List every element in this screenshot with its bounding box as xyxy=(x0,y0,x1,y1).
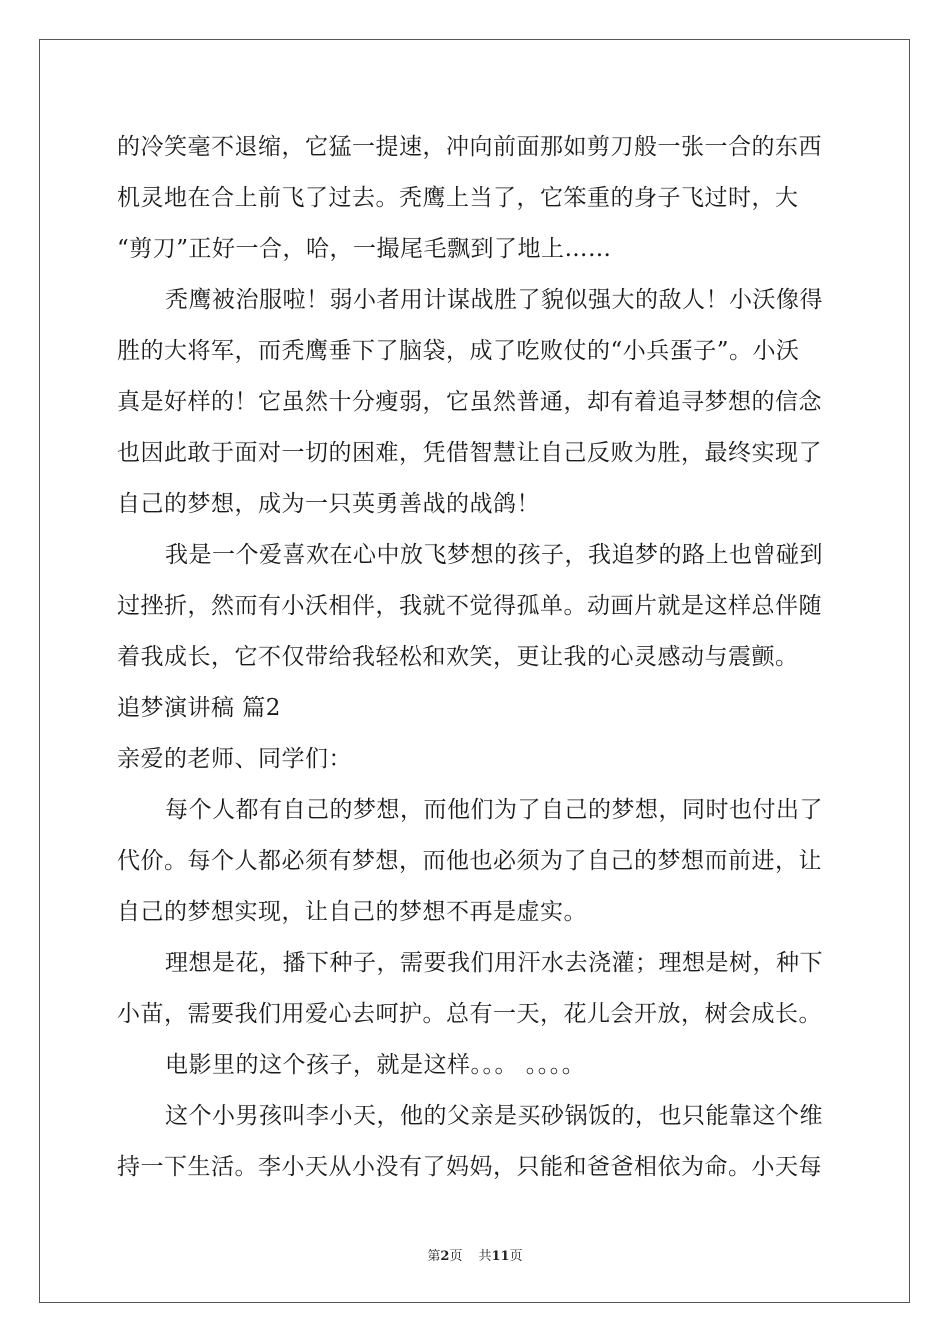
section-heading: 追梦演讲稿 篇2 xyxy=(117,695,281,721)
text-line-15: 代价。每个人都必须有梦想，而他也必须为了自己的梦想而前进，让 xyxy=(117,848,822,874)
text-line-21: 持一下生活。李小天从小没有了妈妈，只能和爸爸相依为命。小天每 xyxy=(117,1154,822,1180)
salutation: 亲爱的老师、同学们： xyxy=(117,746,352,772)
text-line-14: 每个人都有自己的梦想，而他们为了自己的梦想，同时也付出了 xyxy=(165,797,823,823)
page-prefix: 第 xyxy=(427,1249,441,1264)
total-prefix: 共 xyxy=(478,1249,492,1264)
text-line-5: 胜的大将军，而秃鹰垂下了脑袋，成了吃败仗的“小兵蛋子”。小沃 xyxy=(117,338,800,364)
text-line-3: “剪刀”正好一合，哈，一撮尾毛飘到了地上…… xyxy=(117,236,612,262)
page-suffix: 页 xyxy=(449,1249,463,1264)
text-line-18: 小苗，需要我们用爱心去呵护。总有一天，花儿会开放，树会成长。 xyxy=(117,1001,822,1027)
text-line-10: 过挫折，然而有小沃相伴，我就不觉得孤单。动画片就是这样总伴随 xyxy=(117,593,822,619)
text-line-17: 理想是花，播下种子，需要我们用汗水去浇灌；理想是树，种下 xyxy=(165,950,823,976)
text-line-2: 机灵地在合上前飞了过去。秃鹰上当了，它笨重的身子飞过时，大 xyxy=(117,185,799,211)
text-line-16: 自己的梦想实现，让自己的梦想不再是虚实。 xyxy=(117,899,587,925)
text-line-6: 真是好样的！它虽然十分瘦弱，它虽然普通，却有着追寻梦想的信念 xyxy=(117,389,822,415)
text-line-8: 自己的梦想，成为一只英勇善战的战鸽！ xyxy=(117,491,540,517)
text-line-7: 也因此敢于面对一切的困难，凭借智慧让自己反败为胜，最终实现了 xyxy=(117,440,822,466)
total-suffix: 页 xyxy=(509,1249,523,1264)
text-line-9: 我是一个爱喜欢在心中放飞梦想的孩子，我追梦的路上也曾碰到 xyxy=(165,542,823,568)
text-line-4: 秃鹰被治服啦！弱小者用计谋战胜了貌似强大的敌人！小沃像得 xyxy=(165,287,823,313)
page-number: 2 xyxy=(440,1249,450,1264)
text-line-11: 着我成长，它不仅带给我轻松和欢笑，更让我的心灵感动与震颤。 xyxy=(117,644,799,670)
text-line-19: 电影里的这个孩子，就是这样。。。 。。。。 xyxy=(165,1052,586,1078)
text-line-1: 的冷笑毫不退缩，它猛一提速，冲向前面那如剪刀般一张一合的东西 xyxy=(117,134,822,160)
document-body xyxy=(117,122,833,1193)
page-footer xyxy=(0,1245,950,1264)
text-line-20: 这个小男孩叫李小天，他的父亲是买砂锅饭的，也只能靠这个维 xyxy=(165,1103,823,1129)
total-pages: 11 xyxy=(491,1249,510,1264)
